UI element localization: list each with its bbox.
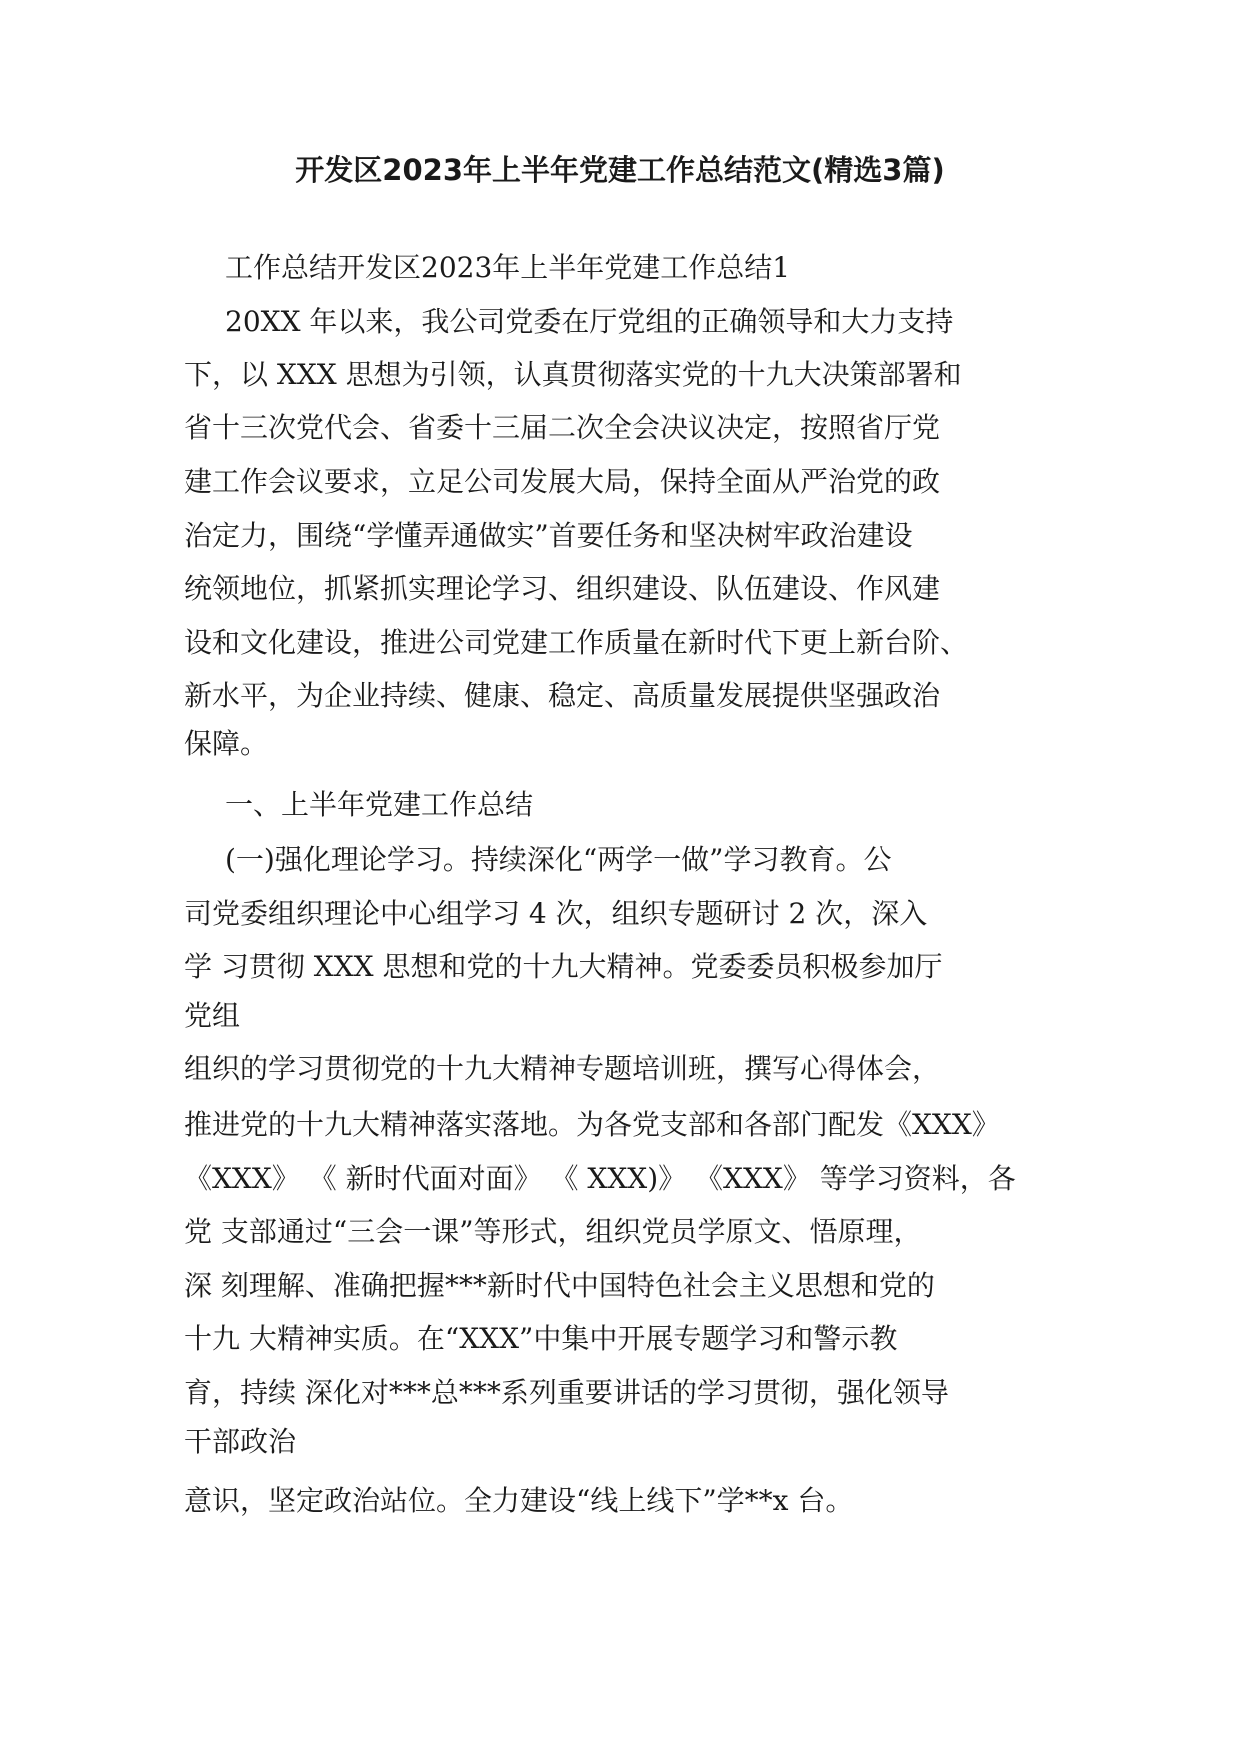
paragraph-line: 《XXX》 《 新时代面对面》 《 XXX)》 《XXX》 等学习资料，各	[184, 1162, 1016, 1195]
paragraph-line: 治定力，围绕“学懂弄通做实”首要任务和坚决树牢政治建设	[184, 519, 913, 552]
paragraph-line: 建工作会议要求，立足公司发展大局，保持全面从严治党的政	[184, 465, 941, 498]
paragraph-line: 工作总结开发区2023年上半年党建工作总结1	[225, 251, 791, 284]
paragraph-line: 20XX 年以来，我公司党委在厅党组的正确领导和大力支持	[225, 305, 954, 338]
paragraph-line: 保障。	[184, 727, 269, 760]
paragraph-line: 推进党的十九大精神落实落地。为各党支部和各部门配发《XXX》	[184, 1108, 1000, 1141]
paragraph-line: 设和文化建设，推进公司党建工作质量在新时代下更上新台阶、	[184, 626, 969, 659]
paragraph-line: 党组	[184, 999, 241, 1032]
paragraph-line: 省十三次党代会、省委十三届二次全会决议决定，按照省厅党	[184, 411, 941, 444]
paragraph-line: 意识，坚定政治站位。全力建设“线上线下”学**x 台。	[184, 1484, 854, 1517]
paragraph-line: 育，持续 深化对***总***系列重要讲话的学习贯彻，强化领导	[184, 1376, 949, 1409]
paragraph-line: 十九 大精神实质。在“XXX”中集中开展专题学习和警示教	[184, 1322, 898, 1355]
paragraph-line: 下，以 XXX 思想为引领，认真贯彻落实党的十九大决策部署和	[184, 358, 962, 391]
paragraph-line: 统领地位，抓紧抓实理论学习、组织建设、队伍建设、作风建	[184, 572, 941, 605]
paragraph-line: 学 习贯彻 XXX 思想和党的十九大精神。党委委员积极参加厅	[184, 950, 943, 983]
paragraph-line: 新水平，为企业持续、健康、稳定、高质量发展提供坚强政治	[184, 679, 941, 712]
paragraph-line: 党 支部通过“三会一课”等形式，组织党员学原文、悟原理，	[184, 1215, 922, 1248]
document-title: 开发区2023年上半年党建工作总结范文(精选3篇)	[295, 153, 945, 187]
paragraph-line: (一)强化理论学习。持续深化“两学一做”学习教育。公	[225, 843, 892, 876]
paragraph-line: 司党委组织理论中心组学习 4 次，组织专题研讨 2 次，深入	[184, 897, 928, 930]
section-heading: 一、上半年党建工作总结	[225, 788, 534, 821]
paragraph-line: 深 刻理解、准确把握***新时代中国特色社会主义思想和党的	[184, 1269, 935, 1302]
paragraph-line: 组织的学习贯彻党的十九大精神专题培训班，撰写心得体会，	[184, 1052, 941, 1085]
paragraph-line: 干部政治	[184, 1425, 297, 1458]
